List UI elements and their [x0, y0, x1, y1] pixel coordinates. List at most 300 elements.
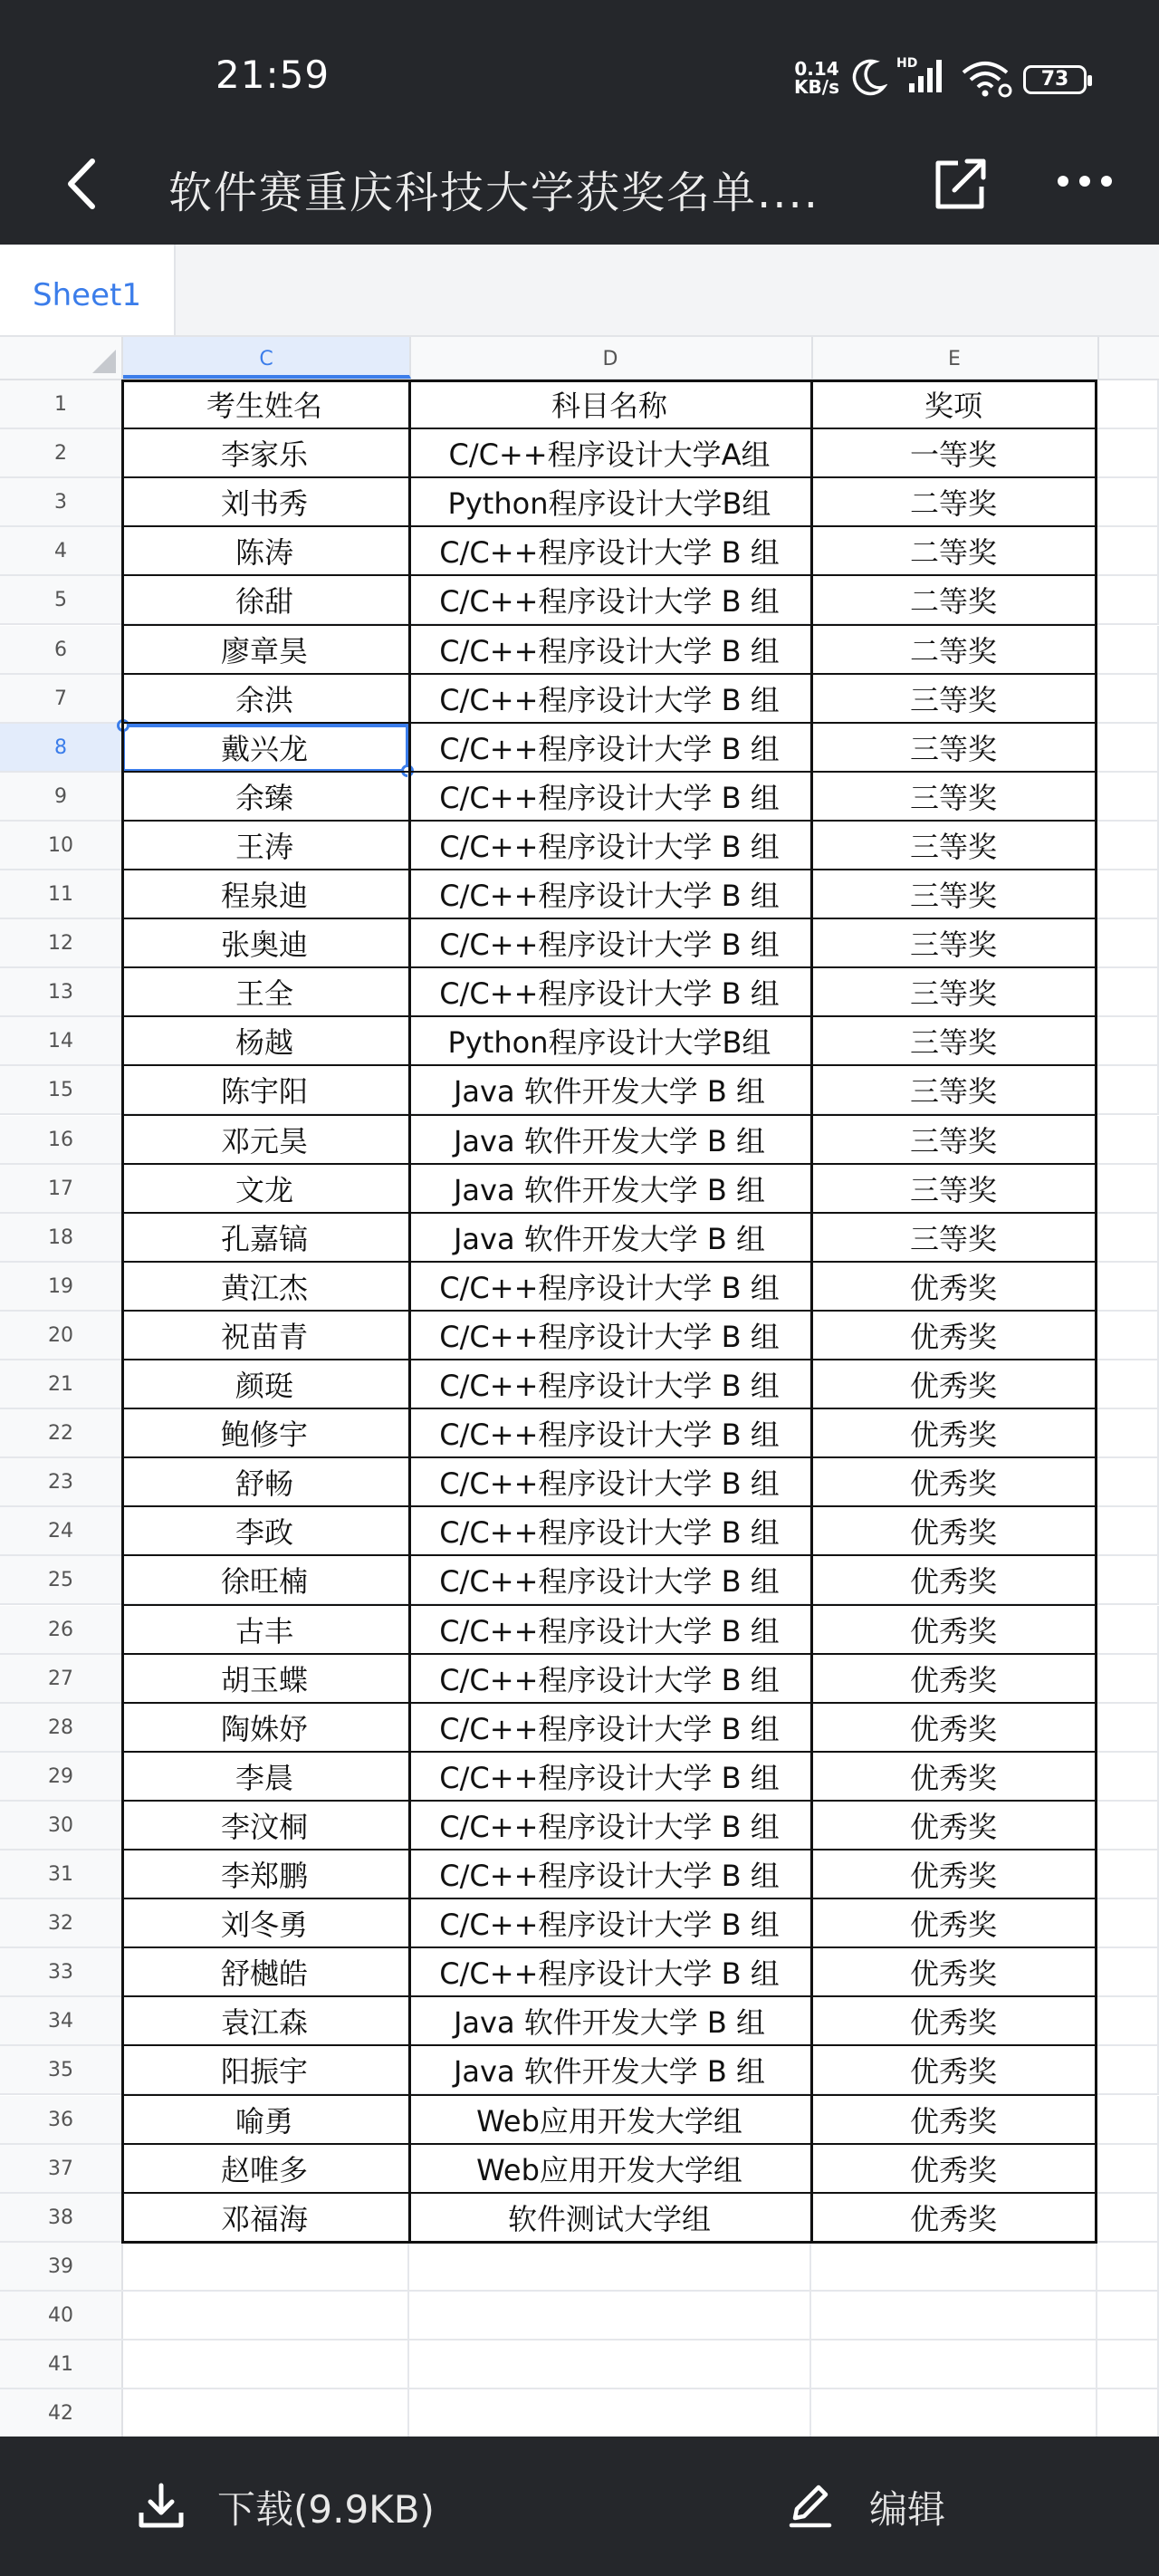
cell-subject[interactable]: Java 软件开发大学 B 组: [409, 1214, 811, 1261]
cell-subject[interactable]: [409, 2341, 811, 2388]
cell-name[interactable]: 赵唯多: [121, 2145, 409, 2192]
table-row: [0, 1507, 1159, 1556]
battery-icon: 73: [1023, 65, 1087, 94]
table-row: [0, 478, 1159, 527]
column-header-d[interactable]: D: [409, 337, 813, 379]
cell-award[interactable]: [811, 2389, 1097, 2437]
table-row: [0, 1899, 1159, 1948]
cell-award[interactable]: 三等奖: [811, 919, 1097, 966]
spreadsheet-grid[interactable]: [0, 337, 1159, 2437]
cell-empty[interactable]: [1097, 380, 1159, 428]
table-row-line: [121, 2192, 1097, 2194]
column-header-e[interactable]: E: [811, 337, 1099, 379]
table-row: [0, 1802, 1159, 1850]
row-number[interactable]: 25: [0, 1556, 123, 1603]
cell-award[interactable]: 优秀奖: [811, 2145, 1097, 2192]
cell-subject[interactable]: Python程序设计大学B组: [409, 1017, 811, 1064]
cell-award[interactable]: 三等奖: [811, 1017, 1097, 1064]
cell-award[interactable]: 三等奖: [811, 1116, 1097, 1163]
cell-subject[interactable]: [409, 2389, 811, 2437]
row-number[interactable]: 16: [0, 1116, 123, 1163]
cell-subject[interactable]: C/C++程序设计大学 B 组: [409, 822, 811, 869]
cell-subject[interactable]: C/C++程序设计大学 B 组: [409, 1850, 811, 1898]
cell-award[interactable]: 优秀奖: [811, 1802, 1097, 1849]
cell-name[interactable]: 邓福海: [121, 2194, 409, 2241]
row-number[interactable]: 40: [0, 2292, 123, 2339]
table-row-line: [121, 673, 1097, 675]
cell-award[interactable]: 优秀奖: [811, 2046, 1097, 2093]
table-row: [0, 919, 1159, 968]
table-row-line: [121, 1359, 1097, 1360]
edit-label: 编辑: [869, 2487, 946, 2532]
share-icon[interactable]: [931, 152, 991, 219]
row-number[interactable]: 17: [0, 1165, 123, 1212]
cell-empty[interactable]: [1097, 1312, 1159, 1359]
cell-empty[interactable]: [1097, 2145, 1159, 2192]
table-row-line: [121, 1554, 1097, 1556]
cell-subject[interactable]: Java 软件开发大学 B 组: [409, 1116, 811, 1163]
row-number[interactable]: 22: [0, 1409, 123, 1456]
table-row: [0, 2292, 1159, 2341]
cell-subject[interactable]: C/C++程序设计大学 B 组: [409, 1556, 811, 1603]
cell-empty[interactable]: [1097, 919, 1159, 966]
network-speed-unit: KB/s: [794, 76, 839, 98]
table-row: [0, 2096, 1159, 2145]
cell-subject[interactable]: C/C++程序设计大学 B 组: [409, 1753, 811, 1800]
table-row: [0, 1312, 1159, 1360]
table-row: [0, 822, 1159, 870]
cell-subject[interactable]: [409, 2292, 811, 2339]
cell-empty[interactable]: [1097, 1753, 1159, 1800]
row-number[interactable]: 12: [0, 919, 123, 966]
cell-empty[interactable]: [1097, 1997, 1159, 2044]
row-number[interactable]: 2: [0, 429, 123, 476]
cell-award[interactable]: 三等奖: [811, 968, 1097, 1015]
cell-empty[interactable]: [1097, 2243, 1159, 2290]
back-icon[interactable]: [60, 152, 103, 219]
row-number[interactable]: 38: [0, 2194, 123, 2241]
cell-name[interactable]: 余臻: [121, 773, 409, 820]
cell-subject[interactable]: C/C++程序设计大学 B 组: [409, 1263, 811, 1310]
cell-empty[interactable]: [1097, 527, 1159, 574]
row-number[interactable]: 7: [0, 675, 123, 722]
table-row: [0, 2389, 1159, 2438]
table-row: [0, 1066, 1159, 1115]
cell-award[interactable]: 二等奖: [811, 626, 1097, 673]
cell-name[interactable]: 戴兴龙: [121, 724, 409, 771]
cell-subject[interactable]: C/C++程序设计大学A组: [409, 429, 811, 476]
row-number[interactable]: 4: [0, 527, 123, 574]
cell-subject[interactable]: C/C++程序设计大学 B 组: [409, 1655, 811, 1702]
table-row-line: [121, 574, 1097, 576]
cell-award[interactable]: 优秀奖: [811, 1606, 1097, 1653]
row-number[interactable]: 20: [0, 1312, 123, 1359]
cell-subject[interactable]: C/C++程序设计大学 B 组: [409, 1606, 811, 1653]
cell-name[interactable]: 李汶桐: [121, 1802, 409, 1849]
table-header-row: [0, 380, 1159, 429]
status-time: 21:59: [216, 53, 330, 97]
cell-name[interactable]: 杨越: [121, 1017, 409, 1064]
select-all-corner[interactable]: [0, 337, 123, 379]
download-label: 下载(9.9KB): [217, 2487, 435, 2532]
cell-name[interactable]: 喻勇: [121, 2096, 409, 2143]
cell-empty[interactable]: [1097, 1704, 1159, 1751]
cell-empty[interactable]: [1097, 1948, 1159, 1995]
table-row: [0, 626, 1159, 675]
cell-award[interactable]: 优秀奖: [811, 1850, 1097, 1898]
cell-empty[interactable]: [1097, 1802, 1159, 1849]
table-row: [0, 1360, 1159, 1409]
cell-name[interactable]: 李郑鹏: [121, 1850, 409, 1898]
cell-name[interactable]: 陈涛: [121, 527, 409, 574]
table-row: [0, 1655, 1159, 1704]
cell-subject[interactable]: C/C++程序设计大学 B 组: [409, 724, 811, 771]
cell-name[interactable]: 孔嘉镐: [121, 1214, 409, 1261]
cell-empty[interactable]: [1097, 2046, 1159, 2093]
row-number[interactable]: 21: [0, 1360, 123, 1408]
cell-empty[interactable]: [1097, 1116, 1159, 1163]
bottom-action-bar: [0, 2437, 1159, 2576]
cell-empty[interactable]: [1097, 724, 1159, 771]
row-number[interactable]: 13: [0, 968, 123, 1015]
row-number[interactable]: 35: [0, 2046, 123, 2093]
table-row: [0, 1458, 1159, 1507]
table-row-line: [121, 918, 1097, 919]
cell-name[interactable]: 陈宇阳: [121, 1066, 409, 1113]
cell-name[interactable]: 袁江森: [121, 1997, 409, 2044]
table-row: [0, 724, 1159, 773]
download-button[interactable]: [136, 2478, 435, 2536]
table-row-line: [121, 771, 1097, 773]
table-row-line: [121, 1015, 1097, 1017]
cell-award[interactable]: 优秀奖: [811, 2194, 1097, 2241]
row-number[interactable]: 5: [0, 576, 123, 623]
cell-empty[interactable]: [1097, 1066, 1159, 1113]
table-row-line: [121, 1114, 1097, 1116]
cell-award[interactable]: 优秀奖: [811, 1409, 1097, 1456]
cell-empty[interactable]: [1097, 1017, 1159, 1064]
row-number[interactable]: 29: [0, 1753, 123, 1800]
cell-subject[interactable]: C/C++程序设计大学 B 组: [409, 675, 811, 722]
cell-name[interactable]: 徐旺楠: [121, 1556, 409, 1603]
more-icon[interactable]: [1056, 172, 1114, 194]
cell-name[interactable]: 李晨: [121, 1753, 409, 1800]
table-row: [0, 1214, 1159, 1263]
table-row-line: [121, 1456, 1097, 1458]
status-bar: [0, 0, 1159, 127]
cell-award[interactable]: 三等奖: [811, 1165, 1097, 1212]
row-number[interactable]: 31: [0, 1850, 123, 1898]
table-row: [0, 675, 1159, 724]
table-row-line: [121, 1212, 1097, 1214]
cell-empty[interactable]: [1097, 429, 1159, 476]
row-number[interactable]: 11: [0, 870, 123, 918]
cell-award[interactable]: 优秀奖: [811, 2096, 1097, 2143]
cell-award[interactable]: 三等奖: [811, 822, 1097, 869]
cell-name[interactable]: 舒畅: [121, 1458, 409, 1505]
table-row-line: [121, 1310, 1097, 1312]
row-number[interactable]: 37: [0, 2145, 123, 2192]
row-number[interactable]: 27: [0, 1655, 123, 1702]
row-number[interactable]: 18: [0, 1214, 123, 1261]
sheet-tab-bar: [0, 245, 1159, 337]
cell-empty[interactable]: [1097, 2341, 1159, 2388]
cell-empty[interactable]: [1097, 1458, 1159, 1505]
table-row: [0, 1556, 1159, 1605]
cell-award[interactable]: 优秀奖: [811, 1655, 1097, 1702]
network-speed: [790, 60, 844, 96]
row-number[interactable]: 39: [0, 2243, 123, 2290]
cell-award[interactable]: [811, 2292, 1097, 2339]
cell-name[interactable]: 胡玉蝶: [121, 1655, 409, 1702]
cell-award[interactable]: 一等奖: [811, 429, 1097, 476]
cell-subject[interactable]: 科目名称: [409, 380, 811, 428]
cell-name[interactable]: 余洪: [121, 675, 409, 722]
cell-name[interactable]: 文龙: [121, 1165, 409, 1212]
table-row: [0, 2194, 1159, 2243]
row-number[interactable]: 42: [0, 2389, 123, 2437]
row-number[interactable]: 36: [0, 2096, 123, 2143]
cell-subject[interactable]: C/C++程序设计大学 B 组: [409, 1899, 811, 1946]
row-number[interactable]: 32: [0, 1899, 123, 1946]
table-row: [0, 2145, 1159, 2194]
cell-empty[interactable]: [1097, 1409, 1159, 1456]
cell-empty[interactable]: [1097, 576, 1159, 623]
table-row: [0, 1017, 1159, 1066]
cell-subject[interactable]: C/C++程序设计大学 B 组: [409, 1948, 811, 1995]
table-row: [0, 968, 1159, 1017]
cell-subject[interactable]: [409, 2243, 811, 2290]
cell-award[interactable]: 二等奖: [811, 527, 1097, 574]
table-row-line: [121, 428, 1097, 429]
table-row-line: [121, 2044, 1097, 2046]
cell-empty[interactable]: [1097, 626, 1159, 673]
cell-name[interactable]: 廖章昊: [121, 626, 409, 673]
cell-empty[interactable]: [1097, 773, 1159, 820]
cell-subject[interactable]: C/C++程序设计大学 B 组: [409, 1704, 811, 1751]
cell-empty[interactable]: [1097, 1606, 1159, 1653]
edit-button[interactable]: [784, 2478, 945, 2536]
cell-subject[interactable]: C/C++程序设计大学 B 组: [409, 919, 811, 966]
cell-subject[interactable]: C/C++程序设计大学 B 组: [409, 1312, 811, 1359]
row-number[interactable]: 19: [0, 1263, 123, 1310]
cell-name[interactable]: 李家乐: [121, 429, 409, 476]
row-number[interactable]: 9: [0, 773, 123, 820]
cell-empty[interactable]: [1097, 1556, 1159, 1603]
cell-subject[interactable]: C/C++程序设计大学 B 组: [409, 1802, 811, 1849]
cell-subject[interactable]: C/C++程序设计大学 B 组: [409, 527, 811, 574]
cell-subject[interactable]: Java 软件开发大学 B 组: [409, 1997, 811, 2044]
cell-award[interactable]: 二等奖: [811, 576, 1097, 623]
edit-icon: [784, 2480, 835, 2534]
table-row: [0, 527, 1159, 576]
cell-empty[interactable]: [1097, 1214, 1159, 1261]
cell-name[interactable]: 徐甜: [121, 576, 409, 623]
table-row: [0, 429, 1159, 478]
cell-empty[interactable]: [1097, 1850, 1159, 1898]
row-number[interactable]: 26: [0, 1606, 123, 1653]
cell-award[interactable]: 三等奖: [811, 1214, 1097, 1261]
cell-empty[interactable]: [1097, 2389, 1159, 2437]
column-header-c[interactable]: C: [123, 337, 411, 379]
table-row: [0, 2046, 1159, 2095]
column-header-bar: [0, 337, 1159, 380]
cell-award[interactable]: 三等奖: [811, 870, 1097, 918]
cell-subject[interactable]: Python程序设计大学B组: [409, 478, 811, 525]
cell-empty[interactable]: [1097, 675, 1159, 722]
cell-name[interactable]: 陶姝妤: [121, 1704, 409, 1751]
table-row: [0, 870, 1159, 919]
row-number[interactable]: 28: [0, 1704, 123, 1751]
cell-name[interactable]: 邓元昊: [121, 1116, 409, 1163]
cell-subject[interactable]: C/C++程序设计大学 B 组: [409, 1409, 811, 1456]
cell-award[interactable]: 优秀奖: [811, 1704, 1097, 1751]
cell-subject[interactable]: C/C++程序设计大学 B 组: [409, 626, 811, 673]
cell-name[interactable]: 阳振宇: [121, 2046, 409, 2093]
cell-empty[interactable]: [1097, 1655, 1159, 1702]
table-row: [0, 1165, 1159, 1214]
cell-empty[interactable]: [1097, 1263, 1159, 1310]
row-number[interactable]: 6: [0, 626, 123, 673]
cell-name[interactable]: [121, 2389, 409, 2437]
row-number[interactable]: 24: [0, 1507, 123, 1554]
cell-award[interactable]: 三等奖: [811, 724, 1097, 771]
cell-empty[interactable]: [1097, 968, 1159, 1015]
cell-award[interactable]: [811, 2341, 1097, 2388]
table-row: [0, 1263, 1159, 1312]
cell-award[interactable]: [811, 2243, 1097, 2290]
table-row-line: [121, 966, 1097, 968]
table-row-line: [121, 1702, 1097, 1704]
cell-award[interactable]: 优秀奖: [811, 1312, 1097, 1359]
cell-name[interactable]: 黄江杰: [121, 1263, 409, 1310]
table-row: [0, 2243, 1159, 2292]
row-number[interactable]: 3: [0, 478, 123, 525]
cell-empty[interactable]: [1097, 2096, 1159, 2143]
cell-award[interactable]: 优秀奖: [811, 1753, 1097, 1800]
cell-empty[interactable]: [1097, 1507, 1159, 1554]
cell-empty[interactable]: [1097, 1360, 1159, 1408]
row-number[interactable]: 8: [0, 724, 125, 771]
cell-subject[interactable]: C/C++程序设计大学 B 组: [409, 773, 811, 820]
cell-name[interactable]: 古丰: [121, 1606, 409, 1653]
cell-name[interactable]: 考生姓名: [121, 380, 409, 428]
cell-award[interactable]: 三等奖: [811, 773, 1097, 820]
cell-subject[interactable]: C/C++程序设计大学 B 组: [409, 576, 811, 623]
cell-name[interactable]: 李政: [121, 1507, 409, 1554]
cell-name[interactable]: 程泉迪: [121, 870, 409, 918]
table-row-line: [121, 525, 1097, 527]
cell-name[interactable]: 王全: [121, 968, 409, 1015]
cell-award[interactable]: 三等奖: [811, 1066, 1097, 1113]
cell-subject[interactable]: Web应用开发大学组: [409, 2145, 811, 2192]
cell-name[interactable]: [121, 2341, 409, 2388]
cell-name[interactable]: [121, 2243, 409, 2290]
cell-subject[interactable]: Web应用开发大学组: [409, 2096, 811, 2143]
moon-icon: [851, 58, 887, 101]
row-number[interactable]: 41: [0, 2341, 123, 2388]
cell-name[interactable]: [121, 2292, 409, 2339]
row-number[interactable]: 23: [0, 1458, 123, 1505]
row-number[interactable]: 33: [0, 1948, 123, 1995]
cell-subject[interactable]: Java 软件开发大学 B 组: [409, 1066, 811, 1113]
cell-name[interactable]: 祝苗青: [121, 1312, 409, 1359]
table-row: [0, 2341, 1159, 2389]
cell-subject[interactable]: Java 软件开发大学 B 组: [409, 1165, 811, 1212]
table-row: [0, 576, 1159, 625]
download-icon: [136, 2480, 187, 2534]
table-row: [0, 1948, 1159, 1997]
cell-empty[interactable]: [1097, 2292, 1159, 2339]
cell-subject[interactable]: Java 软件开发大学 B 组: [409, 2046, 811, 2093]
cell-empty[interactable]: [1097, 1899, 1159, 1946]
cell-subject[interactable]: C/C++程序设计大学 B 组: [409, 1507, 811, 1554]
table-row-line: [121, 820, 1097, 822]
row-number[interactable]: 34: [0, 1997, 123, 2044]
table-row-line: [121, 1849, 1097, 1850]
cell-subject[interactable]: C/C++程序设计大学 B 组: [409, 870, 811, 918]
cell-subject[interactable]: C/C++程序设计大学 B 组: [409, 968, 811, 1015]
cell-award[interactable]: 优秀奖: [811, 1458, 1097, 1505]
cell-name[interactable]: 刘冬勇: [121, 1899, 409, 1946]
cell-award[interactable]: 优秀奖: [811, 1899, 1097, 1946]
row-number[interactable]: 14: [0, 1017, 123, 1064]
table-row-line: [121, 1995, 1097, 1997]
cell-award[interactable]: 奖项: [811, 380, 1097, 428]
cell-empty[interactable]: [1097, 870, 1159, 918]
cell-empty[interactable]: [1097, 478, 1159, 525]
row-number[interactable]: 10: [0, 822, 123, 869]
table-row: [0, 1116, 1159, 1165]
cell-name[interactable]: 颜珽: [121, 1360, 409, 1408]
cell-award[interactable]: 优秀奖: [811, 1263, 1097, 1310]
sheet-tab-sheet1[interactable]: Sheet1: [0, 245, 176, 335]
table-row: [0, 1409, 1159, 1458]
row-number[interactable]: 30: [0, 1802, 123, 1849]
cell-subject[interactable]: C/C++程序设计大学 B 组: [409, 1360, 811, 1408]
cell-name[interactable]: 鲍修宇: [121, 1409, 409, 1456]
table-row-line: [121, 1408, 1097, 1409]
cell-name[interactable]: 张奥迪: [121, 919, 409, 966]
table-row-line: [121, 2143, 1097, 2145]
cell-name[interactable]: 舒樾皓: [121, 1948, 409, 1995]
cell-award[interactable]: 优秀奖: [811, 1556, 1097, 1603]
cell-award[interactable]: 二等奖: [811, 478, 1097, 525]
cell-award[interactable]: 优秀奖: [811, 1997, 1097, 2044]
cell-award[interactable]: 优秀奖: [811, 1507, 1097, 1554]
cell-empty[interactable]: [1097, 2194, 1159, 2241]
cell-empty[interactable]: [1097, 822, 1159, 869]
table-row: [0, 1606, 1159, 1655]
table-row: [0, 1704, 1159, 1753]
row-number[interactable]: 15: [0, 1066, 123, 1113]
table-row-line: [121, 1261, 1097, 1263]
cell-name[interactable]: 刘书秀: [121, 478, 409, 525]
table-row: [0, 773, 1159, 822]
table-divider: [810, 380, 813, 2243]
cell-subject[interactable]: C/C++程序设计大学 B 组: [409, 1458, 811, 1505]
cell-subject[interactable]: 软件测试大学组: [409, 2194, 811, 2241]
cell-empty[interactable]: [1097, 1165, 1159, 1212]
cell-award[interactable]: 三等奖: [811, 675, 1097, 722]
table-row: [0, 1997, 1159, 2046]
table-row-line: [121, 2094, 1097, 2096]
cell-award[interactable]: 优秀奖: [811, 1360, 1097, 1408]
cell-award[interactable]: 优秀奖: [811, 1948, 1097, 1995]
table-row-line: [121, 1163, 1097, 1165]
cell-name[interactable]: 王涛: [121, 822, 409, 869]
row-number[interactable]: 1: [0, 380, 123, 428]
